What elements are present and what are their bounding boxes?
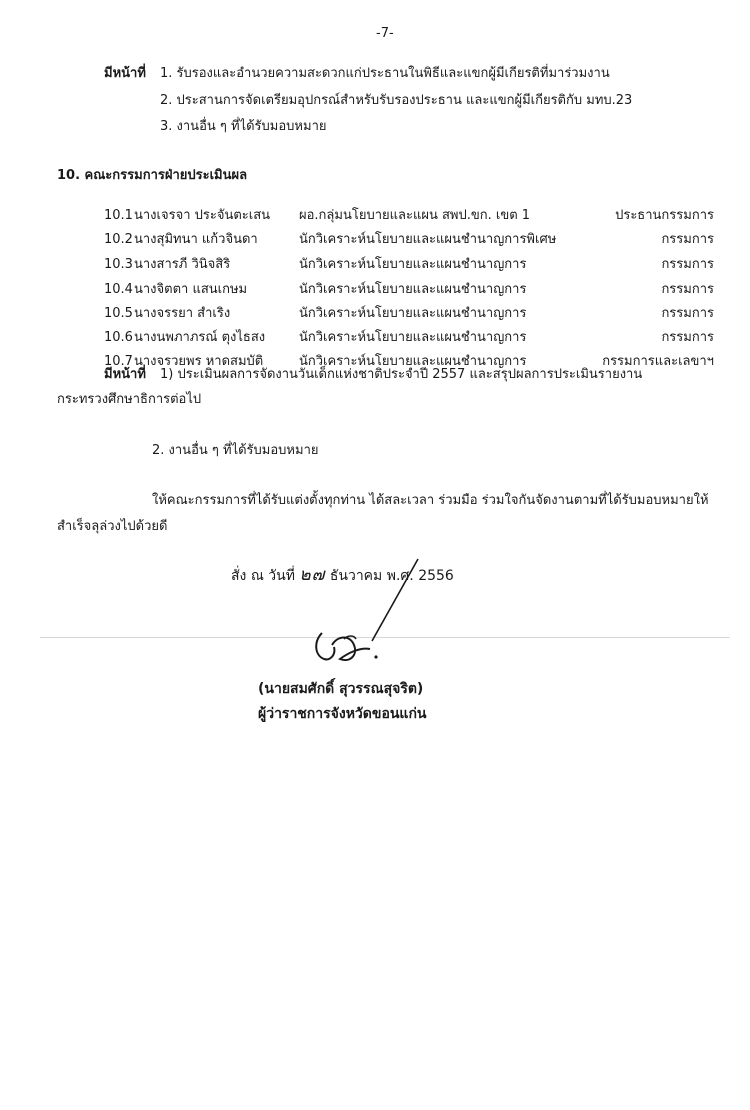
member-position: นักวิเคราะห์นโยบายและแผนชำนาญการ: [299, 306, 527, 321]
member-role: ประธานกรรมการ: [615, 208, 714, 223]
member-name: นางสุมิทนา แก้วจินดา: [134, 232, 258, 247]
signer-title: ผู้ว่าราชการจังหวัดขอนแก่น: [258, 706, 427, 722]
member-role: กรรมการ: [661, 330, 714, 345]
member-name: นางเจรจา ประจันตะเสน: [134, 208, 271, 223]
dated-suffix: ธันวาคม พ.ศ. 2556: [329, 568, 454, 584]
dated-day-handwritten: ๒๗: [299, 565, 326, 585]
closing-line-1: ให้คณะกรรมการที่ได้รับแต่งตั้งทุกท่าน ได้สละเวลา ร่วมมือ ร่วมใจกันจัดงานตามที่ได้รับมอบหมายให้: [152, 493, 709, 508]
member-name: นางนพภาภรณ์ ตุงไธสง: [134, 330, 266, 345]
member-number: 10.6: [104, 330, 133, 345]
duties2-item-2: 2. งานอื่น ๆ ที่ได้รับมอบหมาย: [152, 443, 319, 458]
section-heading: 10. คณะกรรมการฝ่ายประเมินผล: [57, 168, 248, 183]
member-number: 10.4: [104, 282, 133, 297]
committee-row: [104, 257, 714, 275]
member-position: นักวิเคราะห์นโยบายและแผนชำนาญการพิเศษ: [299, 232, 557, 247]
duty-item-2: 2. ประสานการจัดเตรียมอุปกรณ์สำหรับรับรองประธาน และแขกผู้มีเกียรติกับ มทบ.23: [160, 93, 633, 108]
member-position: นักวิเคราะห์นโยบายและแผนชำนาญการ: [299, 354, 527, 369]
duties2-label: มีหน้าที่: [104, 367, 146, 382]
duties-label: มีหน้าที่: [104, 66, 146, 81]
signature-mark: [300, 555, 430, 675]
duty-item-1: 1. รับรองและอำนวยความสะดวกแก่ประธานในพิธีและแขกผู้มีเกียรติที่มาร่วมงาน: [160, 66, 610, 81]
member-name: นางจรรยา สำเริง: [134, 306, 231, 321]
member-position: นักวิเคราะห์นโยบายและแผนชำนาญการ: [299, 282, 527, 297]
page-number: -7-: [376, 26, 394, 41]
dated-prefix: สั่ง ณ วันที่: [231, 568, 295, 584]
signer-name: (นายสมศักดิ์ สุวรรณสุจริต): [258, 681, 424, 697]
member-role: กรรมการ: [661, 257, 714, 272]
member-position: ผอ.กลุ่มนโยบายและแผน สพป.ขก. เขต 1: [299, 208, 531, 223]
member-name: นางจิตตา แสนเกษม: [134, 282, 248, 297]
committee-row: [104, 232, 714, 250]
member-number: 10.3: [104, 257, 133, 272]
member-number: 10.1: [104, 208, 133, 223]
committee-row: [104, 208, 714, 226]
duties2-item-1-line-1: 1) ประเมินผลการจัดงานวันเด็กแห่งชาติประจำปี 2557 และสรุปผลการประเมินรายงาน: [160, 367, 643, 382]
member-role: กรรมการและเลขาฯ: [602, 354, 714, 369]
committee-row: [104, 306, 714, 324]
member-number: 10.2: [104, 232, 133, 247]
member-position: นักวิเคราะห์นโยบายและแผนชำนาญการ: [299, 257, 527, 272]
member-role: กรรมการ: [661, 232, 714, 247]
member-role: กรรมการ: [661, 306, 714, 321]
member-number: 10.7: [104, 354, 133, 369]
member-position: นักวิเคราะห์นโยบายและแผนชำนาญการ: [299, 330, 527, 345]
duty-item-3: 3. งานอื่น ๆ ที่ได้รับมอบหมาย: [160, 119, 327, 134]
member-name: นางสารภี วินิจสิริ: [134, 257, 231, 272]
committee-row: [104, 282, 714, 300]
member-number: 10.5: [104, 306, 133, 321]
closing-line-2: สำเร็จลุล่วงไปด้วยดี: [57, 519, 168, 534]
member-name: นางจรวยพร หาดสมบัติ: [134, 354, 264, 369]
member-role: กรรมการ: [661, 282, 714, 297]
duties2-item-1-line-2: กระทรวงศึกษาธิการต่อไป: [57, 392, 202, 407]
committee-row: [104, 330, 714, 348]
